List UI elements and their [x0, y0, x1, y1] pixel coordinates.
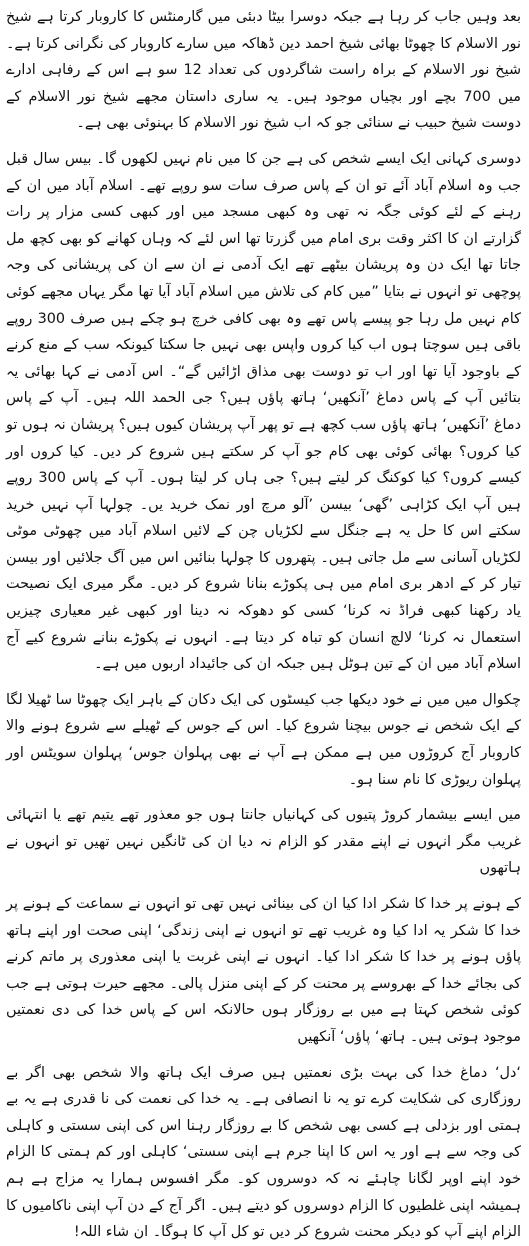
paragraph-6: ‘دل‘ دماغ خدا کی بہت بڑی نعمتیں ہیں صرف ایک ہاتھ والا شخص بھی اگر بے روزگاری کی شکایت کرے تو یہ نا انصافی ہے۔ یہ خدا کی نعمت کی نا قدری ہے یہ بے ہمتی اور بزدلی ہے کسی بھی شخص کا بے روزگار رہنا اس کی اپنی سستی و کاہلی کی وجہ سے ہے اور یہ اس کا اپنا جرم ہے اپنی سستی‘ کاہلی اور کم ہمتی کا الزام خود اپنے اوپر لگانا چاہئے نہ کہ دوسروں کو۔ مگر افسوس ہمارا یہ مزاج ہے ہم ہمیشہ اپنی غلطیوں کا الزام دوسروں کو دیتے ہیں۔ اگر آج کے دن آپ اپنی ناکامیوں کا الزام اپنے آپ کو دیکر محنت شروع کر دیں تو کل آپ کا ہوگا۔ ان شاء اللہ! [6, 1064, 521, 1241]
paragraph-4: میں ایسے بیشمار کروڑ پتیوں کی کہانیاں جانتا ہوں جو معذور تھے یتیم تھے یا انتہائی غریب مگر انہوں نے اپنے مقدر کو الزام نہ دیا ان کی ٹانگیں نہیں تھیں تو انہوں نے ہاتھوں [6, 807, 521, 877]
paragraph-2: دوسری کہانی ایک ایسے شخص کی ہے جن کا میں نام نہیں لکھوں گا۔ بیس سال قبل جب وہ اسلام آباد آئے تو ان کے پاس صرف سات سو روپے تھے۔ اسلام آباد میں ان کے رہنے کے لئے کوئی جگہ نہ تھی وہ کبھی مسجد میں اور کبھی کسی مزار پر رات گزارتے ان کا اکثر وقت بری امام میں گزرتا تھا اس لئے کہ وہاں کھانے کو بھی کچھ مل جاتا تھا ایک دن وہ پریشان بیٹھے تھے ایک آدمی نے ان سے ان کی پریشانی کی وجہ پوچھی تو انہوں نے بتایا ”میں کام کی تلاش میں اسلام آباد آیا تھا مگر یہاں مجھے کوئی کام نہیں مل رہا جو پیسے پاس تھے وہ بھی کافی خرچ ہو چکے ہیں صرف 300 روپے باقی ہیں سوچتا ہوں اب کیا کروں واپس بھی نہیں جا سکتا کیونکہ سب کے منع کرنے کے باوجود آیا تھا اور اب تو دوست بھی مذاق اڑائیں گے“۔ اس آدمی نے کہا بھائی یہ بتائیں آپ کے پاس دماغ ’آنکھیں‘ ہاتھ پاؤں ہیں؟ جی الحمد اللہ ہیں۔ آپ کے پاس دماغ ’آنکھیں‘ ہاتھ پاؤں سب کچھ ہے تو پھر آپ پریشان کیوں ہیں؟ پریشان نہ ہوں تو کیا کروں؟ بھائی کوئی بھی کام جو آپ کر سکتے ہیں شروع کر دیں۔ کیا کروں اور کیسے کروں؟ کیا کوکنگ کر لیتے ہیں؟ جی ہاں کر لیتا ہوں۔ آپ کے پاس 300 روپے ہیں آپ ایک کڑاہی ’گھی‘ بیسن ’آلو مرچ اور نمک خرید یں۔ چولہا آپ نہیں خرید سکتے اس کا حل یہ ہے جنگل سے لکڑیاں چن کے لائیں اسلام آباد میں چھوٹی موٹی لکڑیاں آسانی سے مل جاتی ہیں۔ پتھروں کا چولہا بنائیں اس میں آگ جلائیں اور بیسن تیار کر کے ادھر بری امام میں ہی پکوڑے بنانا شروع کر دیں۔ مگر میری ایک نصیحت یاد رکھنا کبھی فراڈ نہ کرنا‘ کسی کو دھوکہ نہ دینا اور کبھی غیر معیاری چیزیں استعمال نہ کرنا‘ لالچ انسان کو تباہ کر دیتا ہے۔ انہوں نے پکوڑے بنانے شروع کیے آج اسلام آباد میں ان کے تین ہوٹل ہیں جبکہ ان کی جائیداد اربوں میں ہے۔ [6, 150, 521, 673]
paragraph-1: بعد وہیں جاب کر رہا ہے جبکہ دوسرا بیٹا دبئی میں گارمنٹس کا کاروبار کرتا ہے شیخ نور الاسلام کا چھوٹا بھائی شیخ احمد دین ڈھاکہ میں سارے کاروبار کی نگرانی کرتا ہے۔ شیخ نور الاسلام کے براہ راست شاگردوں کی تعداد 12 سو ہے اس کے رفاہی ادارے میں 700 بچے اور بچیاں موجود ہیں۔ یہ ساری داستان مجھے شیخ نور الاسلام کے دوست شیخ حبیب نے سنائی جو کہ اب شیخ نور الاسلام کا بہنوئی بھی ہے۔ [6, 9, 521, 132]
paragraph-5: کے ہونے پر خدا کا شکر ادا کیا ان کی بینائی نہیں تھی تو انہوں نے سماعت کے ہونے پر خدا کا شکر یہ ادا کیا وہ غریب تھے تو انہوں نے اپنی زندگی‘ اپنی صحت اور اپنے ہاتھ پاؤں ہونے پر خدا کا شکر ادا کیا۔ انہوں نے اپنی غربت یا اپنی معذوری پر ماتم کرنے کی بجائے خدا کے بھروسے پر محنت کر کے اپنی منزل پالی۔ مجھے حیرت ہوتی ہے جب کوئی شخص کہتا ہے میں بے روزگار ہوں حالانکہ اس کے پاس خدا کی دی نعمتیں موجود ہوتی ہیں۔ ہاتھ‘ پاؤں‘ آنکھیں [6, 896, 521, 1045]
paragraph-3: چکوال میں میں نے خود دیکھا جب کیسٹوں کی ایک دکان کے باہر ایک چھوٹا سا ٹھیلا لگا کے ایک شخص نے جوس بیچنا شروع کیا۔ اس کے جوس کے ٹھیلے سے شروع ہونے والا کاروبار آج کروڑوں میں ہے ممکن ہے آپ نے بھی پہلوان جوس‘ پہلوان سویٹس اور پہلوان ریوڑی کا نام سنا ہو۔ [6, 691, 521, 788]
